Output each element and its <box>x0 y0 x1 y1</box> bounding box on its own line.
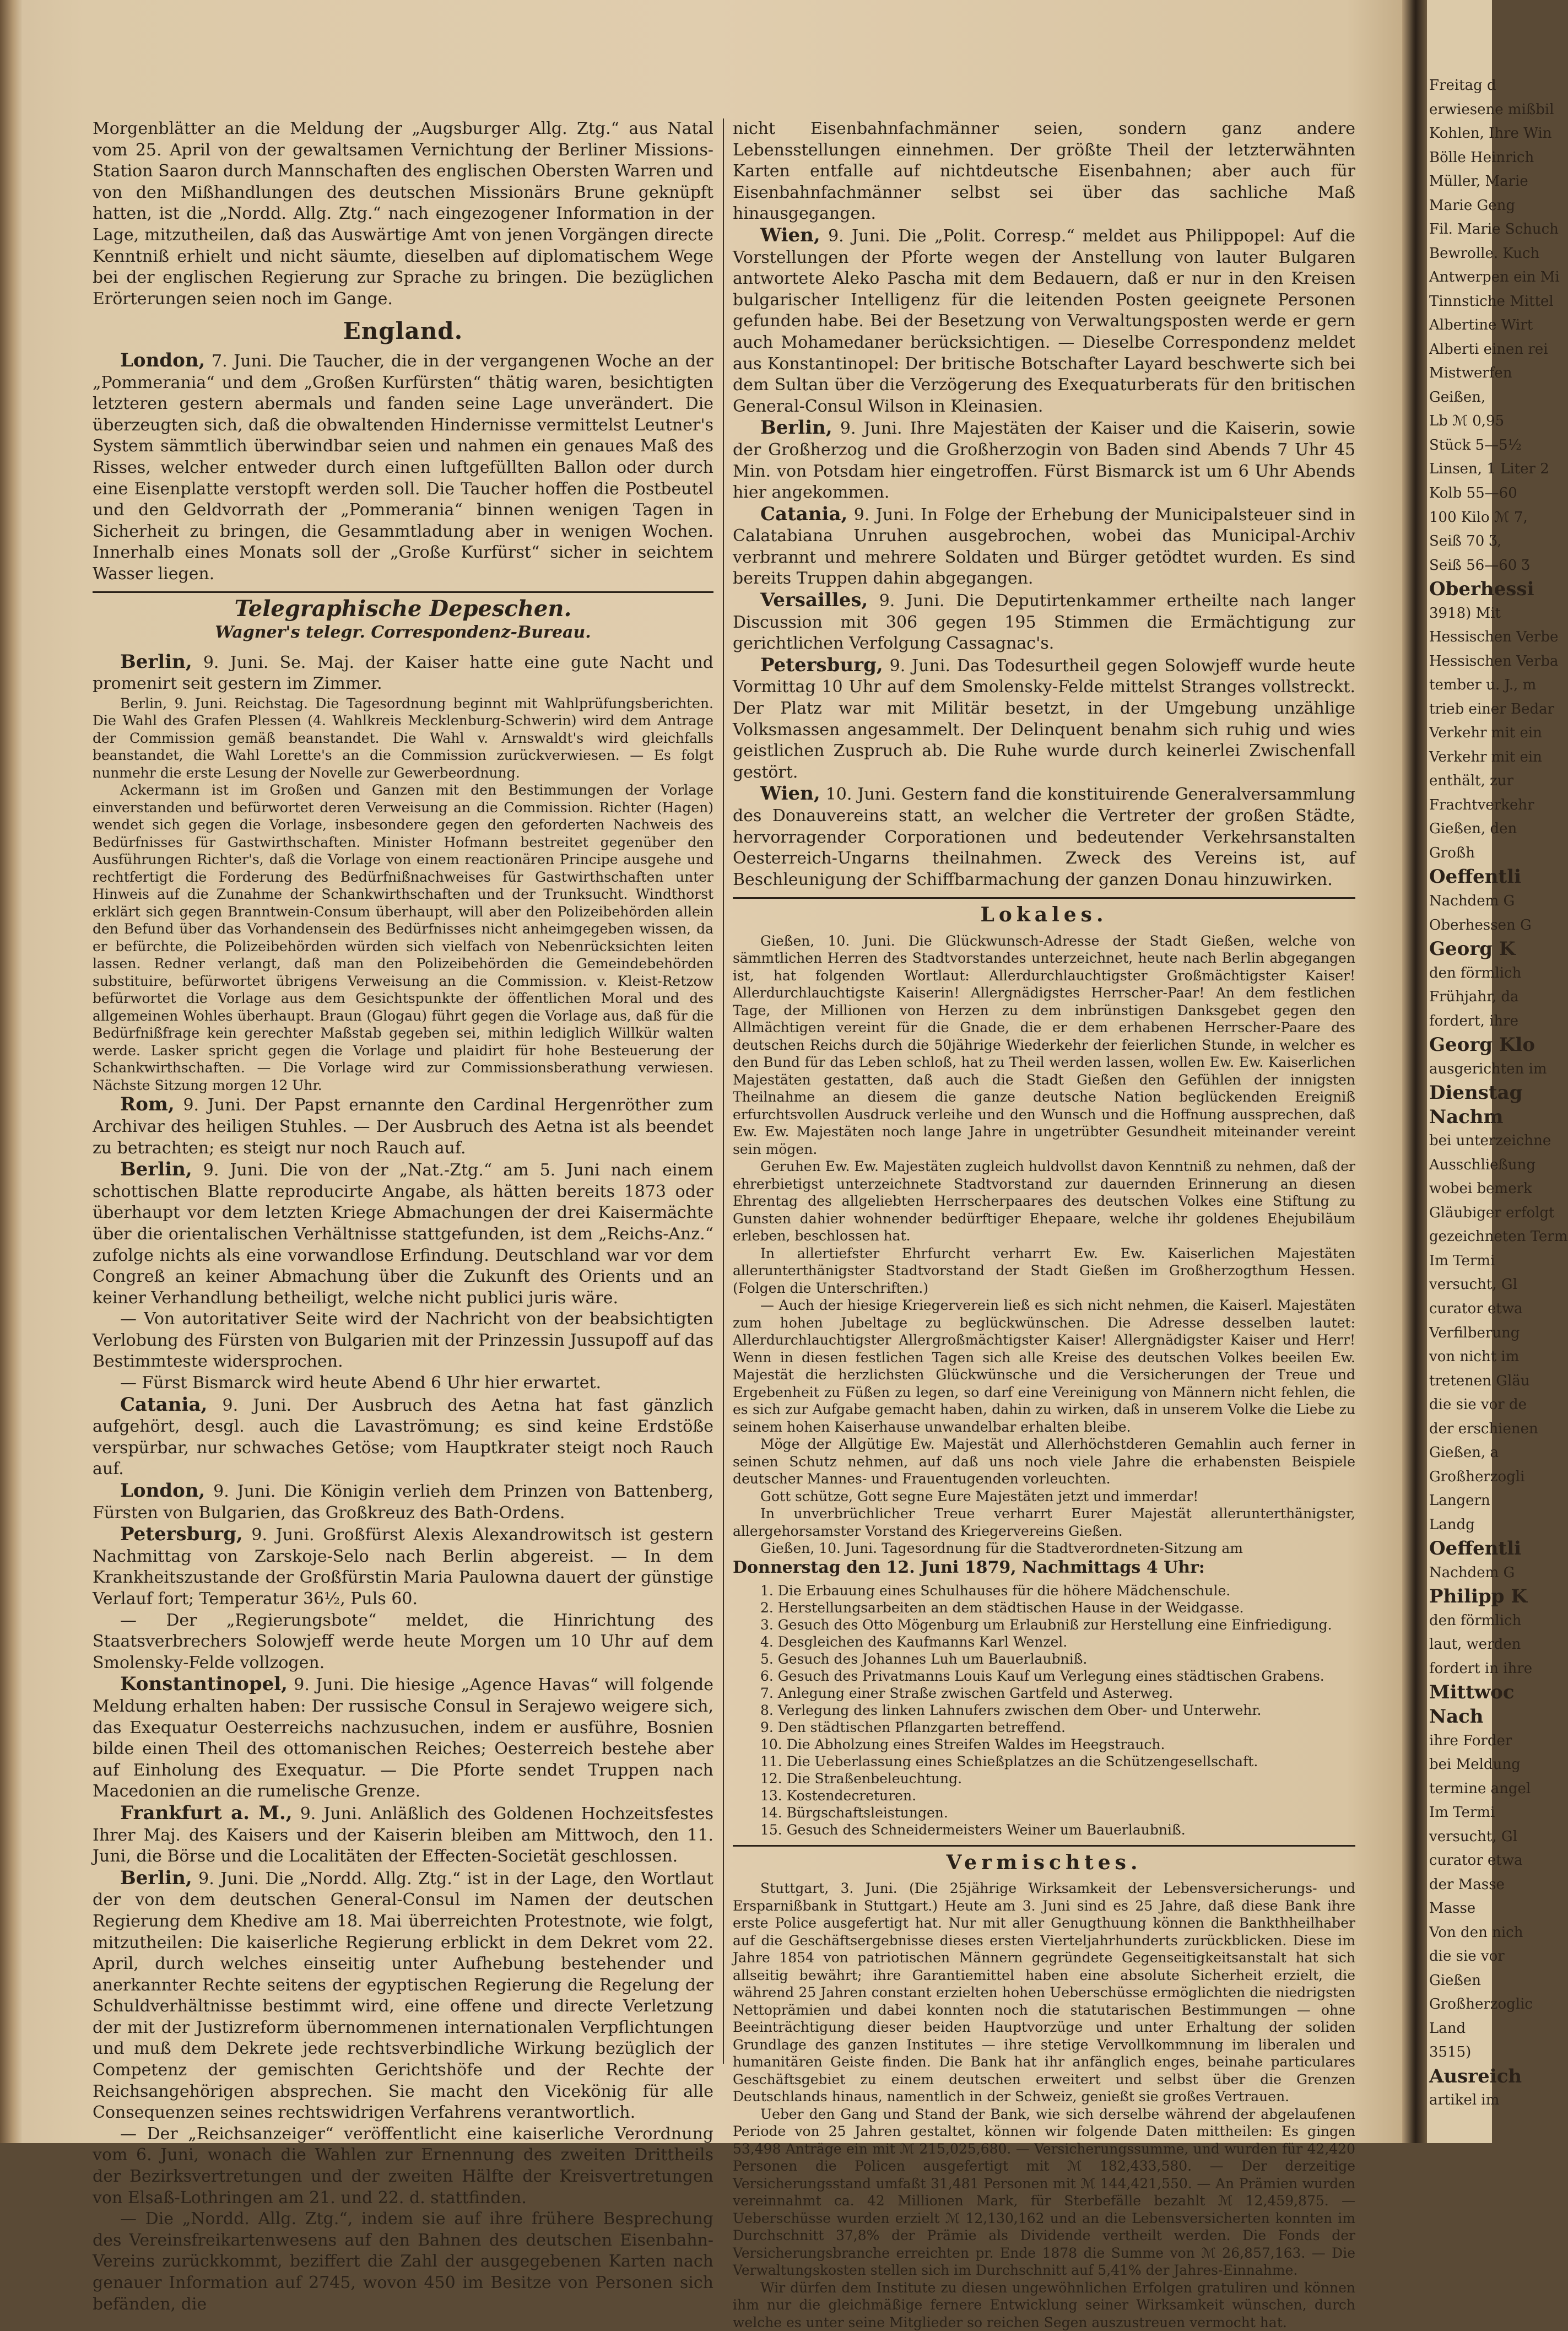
report-text: 9. Juni. Anläßlich des Goldenen Hochzeitsfestes Ihrer Maj. des Kaisers und der Kaiserin bleiben am Mittwoch, den 11. Juni, die Börse und die Localitäten der Effecten-Societät geschlossen. <box>93 1804 714 1866</box>
agenda-list <box>760 1582 1355 1838</box>
agenda-date: Donnerstag den 12. Juni 1879, Nachmittags 4 Uhr: <box>733 1557 1205 1577</box>
adjacent-page-line: Müller, Marie <box>1429 173 1528 190</box>
kriegerverein-address-3: Gott schütze, Gott segne Eure Majestäten jetzt und immerdar! <box>760 1488 1199 1504</box>
adjacent-page-line: Albertine Wirt <box>1429 317 1533 334</box>
agenda-item: 8. Verlegung des linken Lahnufers zwischen dem Ober- und Unterwehr. <box>760 1702 1262 1718</box>
stuttgart-report-2: Ueber den Gang und Stand der Bank, wie sich derselbe während der abgelaufenen Periode von 25 Jahren gestaltet, können wir folgende Daten mittheilen: Es gingen 53,498 Anträge ein mit ℳ 215,025,680. — Versicherungssumme, und wurden für 42,420 Personen die Policen ausgefertigt mit ℳ 182,433,580. — Der derzeitige Versicherungsstand umfaßt 31,481 Personen mit ℳ 144,421,550. — An Prämien wurden vereinnahmt ca. 42 Millionen Mark, für Sterbefälle bezahlt ℳ 12,459,875. — Ueberschüsse wurden erzielt ℳ 12,130,162 und an die Lebensversicherten konnten im Durchschnitt 37,8% der Prämie als Dividende vertheilt werden. Die Fonds der Versicherungsbranche erreichten pr. Ende 1878 die Summe von ℳ 26,857,163. — Die Verwaltungskosten stellen sich im Durchschnitt auf 5,41% der Jahres-Einnahme. <box>733 2106 1355 2279</box>
adjacent-page-line: Hessischen Verba <box>1429 652 1559 670</box>
dateline-city: London, <box>120 1480 206 1502</box>
adjacent-page-line: Großherzoglic <box>1429 1996 1533 2013</box>
stuttgart-report: Stuttgart, 3. Juni. (Die 25jährige Wirksamkeit der Lebensversicherungs- und Ersparnißbank in Stuttgart.) Heute am 3. Juni sind es 25 Jahre, daß diese Bank ihre erste Police ausgefertigt hat. Nur mit aller Genugthuung können die Bankthheilhaber auf die Geschäftsergebnisse dieses ersten Vierteljahrhunderts zurückblicken. Diese im Jahre 1854 von patriotischen Männern gegründete Gegenseitigkeitsanstalt hat sich allseitig bewährt; ihre Garantiemittel haben eine absolute Sicherheit erzielt, die während 25 Jahren constant erzielten hohen Ueberschüsse ermöglichten die niedrigsten Nettoprämien und dabei konnten noch die statutarischen Bestimmungen — ohne Beeinträchtigung dieser beiden Hauptvorzüge und unter Erhaltung der soliden Grundlage des ganzen Institutes — ihre stetige Vervollkommnung im liberalen und humanitären Geiste finden. Die Bank hat ihr anfänglich enges, beinahe particulares Geschäftsgebiet zu einem deutschen erweitert und selbst über die Grenzen Deutschlands hinaus, namentlich in der Schweiz, genießt sie großes Vertrauen. <box>733 1880 1355 2105</box>
dateline-city: Konstantinopel, <box>120 1673 288 1696</box>
adjacent-page-line: der Masse <box>1429 1876 1505 1893</box>
versailles-report <box>733 590 1355 655</box>
adjacent-page-line: Gläubiger erfolgt <box>1429 1204 1555 1221</box>
agenda-item: 7. Anlegung einer Straße zwischen Gartfeld und Asterweg. <box>760 1685 1174 1701</box>
adjacent-page-line: Oeffentli <box>1429 866 1522 888</box>
dateline-city: Versailles, <box>760 589 868 612</box>
report-text: 9. Juni. Der Ausbruch des Aetna hat fast gänzlich aufgehört, desgl. auch die Lavaströmung; es sind keine Erdstöße verspürbar, nur schwaches Getöse; vom Hauptkrater steigt noch Rauch auf. <box>93 1395 713 1479</box>
adjacent-page-line: Im Termi <box>1429 1252 1495 1269</box>
agenda-item: 3. Gesuch des Otto Mögenburg um Erlaubniß zur Herstellung eine Einfriedigung. <box>760 1616 1332 1633</box>
report-text: 9. Juni. Großfürst Alexis Alexandrowitsch ist gestern Nachmittag von Zarskoje-Selo nach Berlin abgereist. — In dem Krankheitszustande der Großfürstin Maria Paulowna dauert der günstige Verlauf fort; Temperatur 36½, Puls 60. <box>93 1525 713 1609</box>
adjacent-page-line: Nachdem G <box>1429 893 1515 909</box>
adjacent-page-line: Langern <box>1429 1492 1490 1509</box>
adjacent-page-line: die sie vor <box>1429 1948 1505 1965</box>
dateline-city: Wien, <box>760 783 820 805</box>
dateline-city: Berlin, <box>120 1158 192 1181</box>
adjacent-page-line: Land <box>1429 2020 1466 2037</box>
report-text: 9. Juni. Das Todesurtheil gegen Solowjeff wurde heute Vormittag 10 Uhr auf dem Smolensky-Felde mittelst Stranges vollstreckt. Der Platz war mit Militär besetzt, in der Umgebung unzählige Volksmassen angesammelt. Der Delinquent benahm sich ruhig und wies geistlichen Zuspruch ab. Die Ruhe wurde durch keinerlei Zwischenfall gestört. <box>733 656 1355 782</box>
adjacent-page-line: 100 Kilo ℳ 7, <box>1429 509 1528 526</box>
adjacent-page-line: Lb ℳ 0,95 <box>1429 413 1505 430</box>
adjacent-page-line: Mistwerfen <box>1429 365 1512 382</box>
dateline-city: Berlin, <box>120 1866 192 1889</box>
adjacent-page-line: tretenen Gläu <box>1429 1372 1530 1389</box>
adjacent-page-line: tember u. J., m <box>1429 677 1537 694</box>
left-column <box>93 118 714 2314</box>
adjacent-page-line: Mittwoc <box>1429 1681 1515 1704</box>
petersburg-report-1b: — Der „Regierungsbote“ meldet, die Hinrichtung des Staatsverbrechers Solowjeff werde heute Morgen um 10 Uhr auf dem Smolensky-Felde vollzogen. <box>93 1610 713 1672</box>
dateline-city: London, <box>120 349 206 371</box>
lokales-heading: Lokales. <box>980 903 1108 927</box>
report-text: 9. Juni. Se. Maj. der Kaiser hatte eine gute Nacht und promenirt seit gestern im Zimmer. <box>93 652 713 694</box>
agenda-item: 11. Die Ueberlassung eines Schießplatzes an die Schützengesellschaft. <box>760 1753 1258 1769</box>
dateline-city: Berlin, <box>120 650 192 673</box>
adjacent-page-line: termine angel <box>1429 1780 1531 1797</box>
catania-report-2 <box>733 504 1355 590</box>
rom-report <box>93 1094 713 1159</box>
book-spine-edge <box>0 0 22 2143</box>
adjacent-page-line: fordert, ihre <box>1429 1012 1519 1029</box>
agenda-item: 4. Desgleichen des Kaufmanns Karl Wenzel. <box>760 1633 1068 1650</box>
continued-paragraph: nicht Eisenbahnfachmänner seien, sondern ganz andere Lebensstellungen einnehmen. Der größte Theil der letzterwähnten Karten entfalle auf nichtdeutsche Eisenbahnen; aber auch für Eisenbahnfachmänner selbst sei über das sachliche Maß hinausgegangen. <box>733 119 1355 224</box>
adjacent-page-line: Seiß 56—60 Ʒ <box>1429 557 1530 574</box>
giessen-address-3: In allertiefster Ehrfurcht verharrt Ew. Ew. Kaiserlichen Majestäten allerunterthänigster Stadtvorstand der Stadt Gießen im Großherzogthum Hessen. (Folgen die Unterschriften.) <box>733 1245 1355 1296</box>
adjacent-page-line: Großh <box>1429 844 1475 861</box>
berlin-report-4 <box>733 417 1355 503</box>
agenda-intro: Gießen, 10. Juni. Tagesordnung für die Stadtverordneten-Sitzung am <box>760 1540 1243 1557</box>
adjacent-page-line: Frachtverkehr <box>1429 796 1534 813</box>
london-report-2 <box>93 1480 713 1524</box>
adjacent-page-line: Geißen, <box>1429 388 1486 406</box>
adjacent-page-line: bei Meldung <box>1429 1756 1521 1773</box>
report-text: 9. Juni. Ihre Majestäten der Kaiser und die Kaiserin, sowie der Großherzog und die Großherzogin von Baden sind Abends 7 Uhr 45 Min. von Potsdam hier eingetroffen. Fürst Bismarck ist um 6 Uhr Abends hier angekommen. <box>733 419 1355 503</box>
adjacent-page-line: Oeffentli <box>1429 1537 1522 1560</box>
dateline-city: Rom, <box>120 1093 175 1116</box>
adjacent-page-line: Philipp K <box>1429 1585 1527 1608</box>
giessen-address-2: Geruhen Ew. Ew. Majestäten zugleich huldvollst davon Kenntniß zu nehmen, daß der ehrerbietigst unterzeichnete Stadtvorstand zur dauernden Erinnerung an diesen Ehrentag des allgeliebten Herrscherpaares des deutschen Volkes eine Stiftung zu Gunsten dahier wohnender bedürftiger Ehepaare, welche ihr goldenes Ehejubiläum erleben, beschlossen hat. <box>733 1158 1355 1244</box>
adjacent-page-line: Von den nich <box>1429 1924 1523 1941</box>
report-text: 10. Juni. Gestern fand die konstituirende Generalversammlung des Donauvereins statt, an welcher die Vertreter der großen Städte, hervorragender Corporationen und bedeutender Verkehrsanstalten Oesterreich-Ungarns theilnahmen. Zweck des Vereins ist, auf Beschleunigung der Schiffbarmachung der ganzen Donau hinzuwirken. <box>733 785 1355 889</box>
adjacent-page-line: Verfilberung <box>1429 1324 1520 1341</box>
kriegerverein-address: — Auch der hiesige Kriegerverein ließ es sich nicht nehmen, die Kaiserl. Majestäten zum hohen Jubeltage zu beglückwünschen. Die Adresse desselben lautet: Allerdurchlauchtigster Allergroßmächtigster Kaiser! Allergnädigster Kaiser und Herr! Wenn in diesen festlichen Tagen sich alle Kreise des deutschen Volkes beeilen Ew. Majestät die herzlichsten Glückwünsche und die Versicherungen der Treue und Ergebenheit zu Füßen zu legen, so darf eine Vereinigung von Männern nicht fehlen, die es sich zur Aufgabe gemacht haben, dahin zu wirken, daß in unserem Volke die Liebe zu seinem hohen Kaiserhause unwandelbar erhalten bleibe. <box>733 1297 1355 1435</box>
adjacent-page-line: Freitag d <box>1429 77 1496 94</box>
adjacent-page-line: Linsen, 1 Liter 2 <box>1429 461 1549 478</box>
telegram-heading: Telegraphische Depeschen. <box>234 596 572 622</box>
report-text: 9. Juni. Die „Nordd. Allg. Ztg.“ ist in der Lage, den Wortlaut der von dem deutschen General-Consul im Namen der deutschen Regierung dem Khedive am 18. Mai überreichten Protestnote, wie folgt, mitzutheilen: Die kaiserliche Regierung erblickt in dem Dekret vom 22. April, durch welches einseitig unter Aufhebung bestehender und anerkannter Rechte seitens der egyptischen Regierung die Regelung der Schuldverhältnisse bestimmt wird, eine offene und directe Verletzung der mit der Justizreform übernommenen internationalen Verpflichtungen und muß dem Dekrete jede rechtsverbindliche Wirkung bezüglich der Competenz der gemischten Gerichtshöfe und der Rechte der Reichsangehörigen absprechen. Sie macht den Vicekönig für alle Consequenzen seines rechtswidrigen Verfahrens verantwortlich. <box>93 1869 713 2123</box>
adjacent-page-line: Bewrolle. Kuch <box>1429 245 1540 262</box>
wien-report-1 <box>733 225 1355 417</box>
adjacent-page-line: Nach <box>1429 1706 1484 1728</box>
adjacent-page-line: Landg <box>1429 1516 1475 1533</box>
column-divider <box>723 118 724 2064</box>
frankfurt-report <box>93 1803 713 1868</box>
adjacent-page-line: die sie vor de <box>1429 1396 1527 1413</box>
adjacent-page-line: der erschienen <box>1429 1420 1538 1437</box>
adjacent-page-line: bei unterzeichne <box>1429 1132 1551 1150</box>
adjacent-page-line: Masse <box>1429 1900 1476 1917</box>
section-rule <box>733 897 1355 899</box>
reichstag-debate: Ackermann ist im Großen und Ganzen mit den Bestimmungen der Vorlage einverstanden und befürwortet deren Verweisung an die Commission. Richter (Hagen) wendet sich gegen die Vorlage, insbesondere gegen den geforderten Nachweis des Bedürfnisses für Gastwirthschaften. Minister Hofmann bestreitet gegenüber den Ausführungen Richter's, daß die Vorlage von einem reactionären Principe ausgehe und rechtfertigt die Forderung des Bedürfnißnachweises für Gastwirthschaften unter Hinweis auf die Zunahme der Schankwirthschaften und der Trunksucht. Windthorst erklärt sich gegen Branntwein-Consum überhaupt, will aber den Polizeibehörden allein den Befund über das Vorhandensein des Bedürfnisses nicht anheimgegeben wissen, da er befürchte, die Polizeibehörden würden sich vielfach von Nebenrücksichten leiten lassen. Redner verlangt, daß man den Polizeibehörden die Gemeindebehörden substituire, befürwortet übrigens Verweisung an die Commission. v. Kleist-Retzow befürwortet die Vorlage aus dem Gesichtspunkte der öffentlichen Moral und des allgemeinen Wohles überhaupt. Braun (Glogau) führt gegen die Vorlage aus, daß für die Bedürfnißfrage kein gerechter Maßstab gegeben sei, mithin lediglich Willkür walten werde. Lasker spricht gegen die Vorlage und plaidirt für hohe Besteuerung der Schankwirthschaften. — Die Vorlage wird zur Commissionsberathung verwiesen. Nächste Sitzung morgen 12 Uhr. <box>93 782 713 1093</box>
adjacent-page-line: von nicht im <box>1429 1348 1520 1366</box>
adjacent-page-line: enthält, zur <box>1429 773 1513 790</box>
adjacent-page-line: Antwerpen ein Mi <box>1429 269 1560 286</box>
dateline-city: Petersburg, <box>760 654 883 676</box>
adjacent-page-line: Kohlen, Ihre Win <box>1429 125 1552 142</box>
adjacent-page-line: Georg Klo <box>1429 1034 1535 1056</box>
report-text: 9. Juni. Die Deputirtenkammer ertheilte nach langer Discussion mit 306 gegen 195 Stimmen die Ermächtigung zur gerichtlichen Verfolgung Cassagnac's. <box>733 591 1355 654</box>
adjacent-page-line: den förmlich <box>1429 1612 1522 1629</box>
dateline-city: Catania, <box>120 1393 208 1416</box>
adjacent-page-line: Oberhessen G <box>1429 916 1532 934</box>
adjacent-page-fragment <box>1427 0 1568 2143</box>
report-text: 9. Juni. Der Papst ernannte den Cardinal Hergenröther zum Archivar des heiligen Stuhles. — Der Ausbruch des Aetna ist als beendet zu betrachten; es steigt nur noch Rauch auf. <box>93 1096 713 1158</box>
adjacent-page-line: 3515) <box>1429 2044 1472 2061</box>
report-text: 9. Juni. Die „Polit. Corresp.“ meldet aus Philippopel: Auf die Vorstellungen der Pforte wegen der Anstellung von lauter Bulgaren antwortete Aleko Pascha mit dem Bedauern, daß er nur in den Kreisen bulgarischer Intelligenz für die leitenden Posten geeignete Personen gefunden habe. Bei der Besetzung von Verwaltungsposten werde er gern auch Mohamedaner berücksichtigen. — Dieselbe Correspondenz meldet aus Konstantinopel: Der britische Botschafter Layard beschwerte sich bei dem Sultan über die Verzögerung des Exequaturberats für den britischen General-Consul Wilson in Kleinasien. <box>733 226 1355 416</box>
adjacent-page-line: gezeichneten Term <box>1429 1228 1568 1245</box>
adjacent-page-line: Seiß 70 Ʒ, <box>1429 533 1502 550</box>
catania-report-1 <box>93 1394 713 1480</box>
berlin-report-2c: — Fürst Bismarck wird heute Abend 6 Uhr hier erwartet. <box>120 1373 602 1393</box>
adjacent-page-line: Dienstag <box>1429 1082 1523 1104</box>
wien-report-2 <box>733 783 1355 891</box>
section-rule <box>93 591 713 593</box>
dateline-city: Wien, <box>760 224 820 246</box>
adjacent-page-line: Großherzogli <box>1429 1468 1525 1485</box>
dateline-city: Frankfurt a. M., <box>120 1801 293 1824</box>
berlin-report-2b: — Von autoritativer Seite wird der Nachricht von der beabsichtigten Verlobung des Fürsten von Bulgarien mit der Prinzessin Jussupoff auf das Bestimmteste widersprochen. <box>93 1309 713 1372</box>
reichstag-report: Berlin, 9. Juni. Reichstag. Die Tagesordnung beginnt mit Wahlprüfungsberichten. Die Wahl des Grafen Plessen (4. Wahlkreis Mecklenburg-Schwerin) wird dem Antrage der Commission gemäß beanstandet. Die Wahl v. Arnswaldt's wird gleichfalls beanstandet, die Wahl Lorette's an die Commission zurückverwiesen. — Es folgt nunmehr die erste Lesung der Novelle zur Gewerbeordnung. <box>93 695 713 781</box>
report-text: 7. Juni. Die Taucher, die in der vergangenen Woche an der „Pommerania“ und dem „Großen Kurfürsten“ thätig waren, besichtigten letzteren gestern abermals und fanden seine Lage unverändert. Die überzeugten sich, daß die obwaltenden Hindernisse vermittelst Leutner's System sämmtlich überwindbar seien und nahmen ein genaues Maß des Risses, welcher entweder durch einen luftgefüllten Ballon oder durch eine Eisenplatte verstopft werden soll. Die Taucher hoffen die Postbeutel und den Geldvorrath der „Pommerania“ binnen wenigen Tagen in Sicherheit zu bringen, die Gesammtladung aber in wenigen Wochen. Innerhalb eines Monats soll der „Große Kurfürst“ sicher in seichtem Wasser liegen. <box>93 351 713 584</box>
adjacent-page-line: ausgerichten im <box>1429 1060 1547 1077</box>
adjacent-page-line: laut, werden <box>1429 1636 1521 1653</box>
berlin-report-3c: — Die „Nordd. Allg. Ztg.“, indem sie auf ihre frühere Besprechung des Vereinsfreikartenwesens auf den Bahnen des deutschen Eisenbahn-Vereins zurückkommt, beziffert die Zahl der ausgegebenen Karten nach genauer Information auf 2745, wovon 450 im Besitze von Personen sich befänden, die <box>93 2209 713 2314</box>
adjacent-page-line: fordert in ihre <box>1429 1660 1533 1677</box>
telegram-subheading: Wagner's telegr. Correspondenz-Bureau. <box>215 623 591 643</box>
adjacent-page-line: curator etwa <box>1429 1852 1523 1869</box>
london-report <box>93 350 713 585</box>
adjacent-page-line: Verkehr mit ein <box>1429 725 1542 742</box>
adjacent-page-line: versucht, Gl <box>1429 1828 1517 1845</box>
adjacent-page-line: Gießen, den <box>1429 821 1517 838</box>
adjacent-page-line: erwiesene mißbil <box>1429 101 1554 118</box>
adjacent-page-line: Oberhessi <box>1429 578 1534 601</box>
adjacent-page-line: Nachdem G <box>1429 1564 1515 1581</box>
adjacent-page-line: Nachm <box>1429 1105 1504 1128</box>
adjacent-page-line: Bölle Heinrich <box>1429 149 1534 166</box>
report-text: 9. Juni. Die Königin verlieh dem Prinzen von Battenberg, Fürsten von Bulgarien, das Großkreuz des Bath-Ordens. <box>93 1482 713 1523</box>
adjacent-page-line: versucht, Gl <box>1429 1276 1517 1293</box>
adjacent-page-line: Hessischen Verbe <box>1429 629 1559 646</box>
agenda-item: 6. Gesuch des Privatmanns Louis Kauf um Verlegung eines städtischen Grabens. <box>760 1668 1324 1684</box>
agenda-item: 2. Herstellungsarbeiten an dem städtischen Hause in der Weidgasse. <box>760 1599 1244 1616</box>
petersburg-report-1 <box>93 1524 713 1610</box>
agenda-item: 9. Den städtischen Pflanzgarten betreffend. <box>760 1719 1066 1735</box>
agenda-item: 13. Kostendecreturen. <box>760 1787 917 1804</box>
adjacent-page-line: Alberti einen rei <box>1429 341 1548 358</box>
vermischtes-heading: Vermischtes. <box>946 1850 1142 1874</box>
agenda-item: 5. Gesuch des Johannes Luh um Bauerlaubniß. <box>760 1650 1088 1667</box>
adjacent-page-line: artikel im <box>1429 2092 1500 2109</box>
berlin-report-3 <box>93 1868 713 2124</box>
berlin-report-2 <box>93 1159 713 1309</box>
report-text: 9. Juni. Die von der „Nat.-Ztg.“ am 5. Juni nach einem schottischen Blatte reproducirte Angabe, als hätten bereits 1873 oder überhaupt vor dem letzten Kriege Abmachungen der drei Kaisermächte über die orientalischen Verhältnisse stattgefunden, ist dem „Reichs-Anz.“ zufolge nichts als eine vorwandlose Erfindung. Deutschland war vor dem Congreß an keiner Abmachung über die Zukunft des Orients und an keiner Verhandlung betheiligt, welche nicht publici juris wäre. <box>93 1161 713 1308</box>
adjacent-page-line: den förmlich <box>1429 964 1522 981</box>
adjacent-page-line: Gießen <box>1429 1972 1481 1989</box>
adjacent-page-line: Georg K <box>1429 938 1516 961</box>
adjacent-page-line: Ausreich <box>1429 2065 1522 2087</box>
report-text: 9. Juni. Die hiesige „Agence Havas“ will folgende Meldung erhalten haben: Der russische Consul in Serajewo weigere sich, das Exequatur Oesterreichs nachzusuchen, indem er ausführe, Bosnien bilde einen Theil des ottomanischen Reiches; Oesterreich bestehe aber auf Einholung des Exequatur. — Die Pforte sendet Truppen nach Macedonien an die rumelische Grenze. <box>93 1675 713 1801</box>
agenda-item: 15. Gesuch des Schneidermeisters Weiner um Bauerlaubniß. <box>760 1821 1186 1838</box>
adjacent-page-line: Verkehr mit ein <box>1429 748 1542 765</box>
adjacent-page-line: Marie Geng <box>1429 197 1516 214</box>
agenda-item: 1. Die Erbauung eines Schulhauses für die höhere Mädchenschule. <box>760 1582 1231 1599</box>
petersburg-report-2 <box>733 655 1355 784</box>
agenda-item: 10. Die Abholzung eines Streifen Waldes im Heegstrauch. <box>760 1736 1165 1752</box>
adjacent-page-line: Gießen, a <box>1429 1444 1499 1461</box>
dateline-city: Petersburg, <box>120 1523 243 1546</box>
page-gutter <box>1402 0 1427 2143</box>
adjacent-page-line: Fil. Marie Schuch <box>1429 221 1559 238</box>
adjacent-page-line: ihre Forder <box>1429 1732 1512 1749</box>
report-text: 9. Juni. In Folge der Erhebung der Municipalsteuer sind in Calatabiana Unruhen ausgebrochen, wobei das Municipal-Archiv verbrannt und mehrere Soldaten und Bürger getödtet wurden. Es sind bereits Truppen dahin abgegangen. <box>733 505 1355 589</box>
section-rule <box>733 1845 1355 1847</box>
kriegerverein-address-2: Möge der Allgütige Ew. Majestät und Allerhöchstderen Gemahlin auch ferner in seinen Schutz nehmen, auf daß uns noch viele Jahre die erhabensten Beispiele deutscher Mannes- und Frauentugenden vorleuchten. <box>733 1436 1355 1487</box>
stuttgart-report-3: Wir dürfen dem Institute zu diesen ungewöhnlichen Erfolgen gratuliren und können ihm nur die gleichmäßige fernere Entwicklung seiner Wirksamkeit wünschen, durch welche es unter seine Mitglieder so reichen Segen auszustreuen vermocht hat. <box>733 2279 1355 2330</box>
adjacent-page-line: Tinnstiche Mittel <box>1429 293 1554 310</box>
adjacent-page-line: Stück 5—5½ <box>1429 436 1522 454</box>
kriegerverein-address-4: In unverbrüchlicher Treue verharrt Eurer Majestät allerunterthänigster, allergehorsamster Vorstand des Kriegervereins Gießen. <box>733 1506 1355 1539</box>
berlin-report-3b: — Der „Reichsanzeiger“ veröffentlicht eine kaiserliche Verordnung vom 6. Juni, wonach die Wahlen zur Ernennung des zweiten Drittheils der Bezirksvertretungen und der zweiten Hälfte der Kreisvertretungen von Elsaß-Lothringen am 21. und 22. d. stattfinden. <box>93 2124 713 2208</box>
right-column <box>733 118 1355 2330</box>
adjacent-page-line: wobei bemerk <box>1429 1180 1532 1197</box>
giessen-address: Gießen, 10. Juni. Die Glückwunsch-Adresse der Stadt Gießen, welche von sämmtlichen Herren des Stadtvorstandes unterzeichnet, heute nach Berlin abgegangen ist, hat folgenden Wortlaut: Allerdurchlauchtigster Großmächtigster Kaiser! Allerdurchlauchtigste Kaiserin! Allergnädigstes Herrscher-Paar! An dem festlichen Tage, der Millionen von Herzen zu dem inbrünstigen Danksgebet gegen den Allmächtigen vereint für die Gnade, die er dem erhabenen Herrscher-Paare des deutschen Reichs durch die 50jährige Wiederkehr der feierlichen Stunde, in welcher es den Bund für das Leben schloß, hat zu Theil werden lassen, wollen Ew. Ew. Kaiserlichen Majestäten gestatten, daß auch die Stadt Gießen den Gefühlen der innigsten Theilnahme an diesem die ganze deutsche Nation beglückenden Ereigniß erfurchtsvollen Ausdruck verleihe und den Wunsch und die Hoffnung aussprechen, daß Ew. Ew. Majestäten noch lange Jahre in ungetrübter Gesundheit miteinander vereint sein mögen. <box>733 932 1355 1157</box>
agenda-item: 14. Bürgschaftsleistungen. <box>760 1804 948 1821</box>
adjacent-page-line: Im Termi <box>1429 1804 1495 1821</box>
berlin-report-1 <box>93 651 713 695</box>
agenda-item: 12. Die Straßenbeleuchtung. <box>760 1770 963 1787</box>
adjacent-page-line: trieb einer Bedar <box>1429 700 1555 717</box>
dateline-city: Berlin, <box>760 417 832 439</box>
konstantinopel-report <box>93 1674 713 1803</box>
dateline-city: Catania, <box>760 503 848 525</box>
adjacent-page-line: Kolb 55—60 <box>1429 485 1517 501</box>
adjacent-page-line: curator etwa <box>1429 1301 1523 1317</box>
adjacent-page-line: Frühjahr, da <box>1429 989 1519 1006</box>
england-heading: England. <box>343 317 463 345</box>
adjacent-page-line: 3918) Mit <box>1429 605 1501 622</box>
adjacent-page-line: Ausschließung <box>1429 1156 1536 1173</box>
intro-paragraph: Morgenblätter an die Meldung der „Augsburger Allg. Ztg.“ aus Natal vom 25. April von der gewaltsamen Vernichtung der Berliner Missions-Station Saaron durch Mannschaften des englischen Obersten Warren und von den Mißhandlungen des deutschen Missionärs Brune geknüpft hatten, ist die „Nordd. Allg. Ztg.“ nach eingezogener Information in der Lage, mitzutheilen, daß das Auswärtige Amt von jenen Vorgängen directe Kenntniß erhielt und nicht säumte, dieselben auf diplomatischem Wege bei der englischen Regierung zur Sprache zu bringen. Die bezüglichen Erörterungen seien noch im Gange. <box>93 119 713 309</box>
